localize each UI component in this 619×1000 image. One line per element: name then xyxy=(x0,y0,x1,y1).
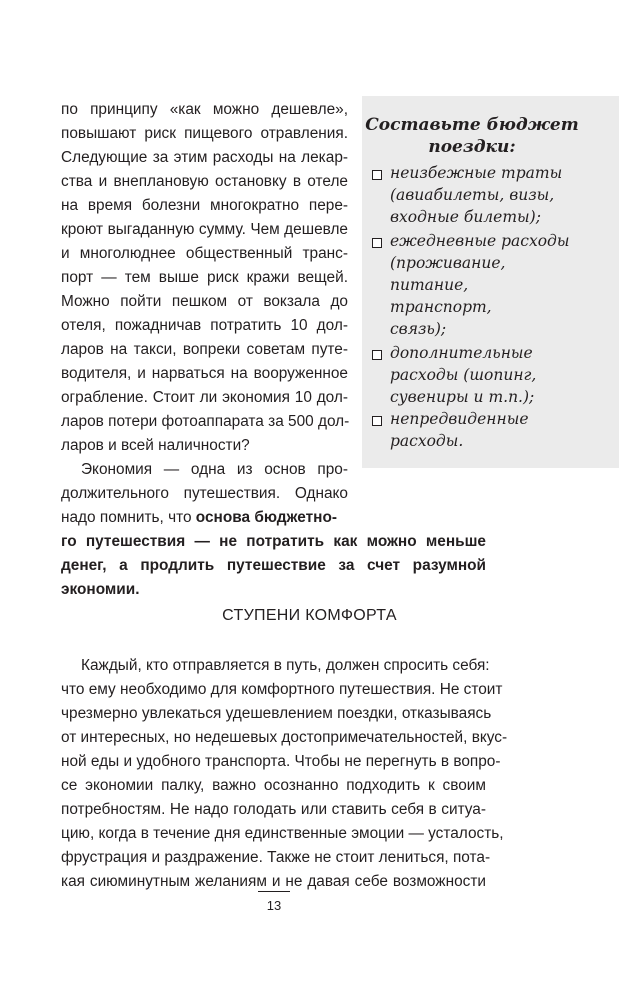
text-line: повышают риск пищевого отравления. xyxy=(61,125,348,142)
sidebar-item-line: входные билеты); xyxy=(390,208,541,226)
budget-sidebar xyxy=(362,96,619,468)
checkbox-icon xyxy=(372,416,382,426)
section-heading: СТУПЕНИ КОМФОРТА xyxy=(222,607,397,624)
text-line: Следующие за этим расходы на лекар- xyxy=(61,149,348,166)
text-line: фрустрация и раздражение. Также не стоит лениться, пота- xyxy=(61,849,491,866)
sidebar-item-line: питание, xyxy=(390,276,469,294)
checkbox-icon xyxy=(372,238,382,248)
checkbox-icon xyxy=(372,350,382,360)
text-line: кроют выгаданную сумму. Чем дешевле xyxy=(61,221,348,238)
sidebar-item-line: (авиабилеты, визы, xyxy=(390,186,555,204)
text-line: должительного путешествия. Однако xyxy=(61,485,348,502)
sidebar-item-line: транспорт, xyxy=(390,298,492,316)
sidebar-item-line: связь); xyxy=(390,320,447,338)
text-line: ограбление. Стоит ли экономия 10 дол- xyxy=(61,389,348,406)
text-line-bold: экономии. xyxy=(61,581,140,598)
sidebar-item-line: непредвиденные xyxy=(390,410,529,428)
text-line: по принципу «как можно дешевле», xyxy=(61,101,348,118)
sidebar-item-line: неизбежные траты xyxy=(390,164,563,182)
text-line: ства и внеплановую остановку в отеле xyxy=(61,173,348,190)
bold-text-run: основа бюджетно- xyxy=(195,509,337,526)
text-line: ларов на такси, вопреки советам путе- xyxy=(61,341,348,358)
text-line: от интересных, но недешевых достопримечательностей, вкус- xyxy=(61,729,508,746)
sidebar-item-line: ежедневные расходы xyxy=(390,232,570,250)
text-line: порт — тем выше риск кражи вещей. xyxy=(61,269,348,286)
text-line: ной еды и удобного транспорта. Чтобы не перегнуть в вопро- xyxy=(61,753,501,770)
text-line: потребностям. Не надо голодать или ставить себя в ситуа- xyxy=(61,801,486,818)
text-line: ларов потери фотоаппарата за 500 дол- xyxy=(61,413,350,430)
text-line: цию, когда в течение дня единственные эмоции — усталость, xyxy=(61,825,504,842)
checkbox-icon xyxy=(372,170,382,180)
text-line: Можно пойти пешком от вокзала до xyxy=(61,293,348,310)
text-line: и многолюднее общественный транс- xyxy=(61,245,348,262)
text-line: Экономия — одна из основ про- xyxy=(81,461,348,478)
text-line: водителя, и нарваться на вооруженное xyxy=(61,365,348,382)
sidebar-item-line: расходы (шопинг, xyxy=(390,366,537,384)
text-line: Каждый, кто отправляется в путь, должен спросить себя: xyxy=(81,657,490,674)
text-line-bold: денег, а продлить путешествие за счет разумной xyxy=(61,557,486,574)
page-number: 13 xyxy=(266,898,282,913)
text-line: что ему необходимо для комфортного путешествия. Не стоит xyxy=(61,681,503,698)
sidebar-title: поездки: xyxy=(428,137,516,157)
text-line: се экономии палку, важно осознанно подходить к своим xyxy=(61,777,486,794)
page-number-rule xyxy=(258,891,290,892)
text-line: ларов и всей наличности? xyxy=(61,437,250,454)
text-line-bold: го путешествия — не потратить как можно меньше xyxy=(61,533,486,550)
sidebar-item-line: (проживание, xyxy=(390,254,506,272)
sidebar-title: Составьте бюджет xyxy=(365,115,579,135)
sidebar-item-line: дополнительные xyxy=(390,344,533,362)
text-line-mixed xyxy=(61,508,348,528)
text-line: на время болезни многократно пере- xyxy=(61,197,348,214)
text-line: чрезмерно увлекаться удешевлением поездки, отказываясь xyxy=(61,705,492,722)
sidebar-item-line: расходы. xyxy=(390,432,464,450)
text-run: надо помнить, что xyxy=(61,509,196,526)
sidebar-item-line: сувениры и т.п.); xyxy=(390,388,535,406)
text-line: кая сиюминутным желаниям и не давая себе возможности xyxy=(61,873,486,890)
text-line: отеля, пожадничав потратить 10 дол- xyxy=(61,317,348,334)
